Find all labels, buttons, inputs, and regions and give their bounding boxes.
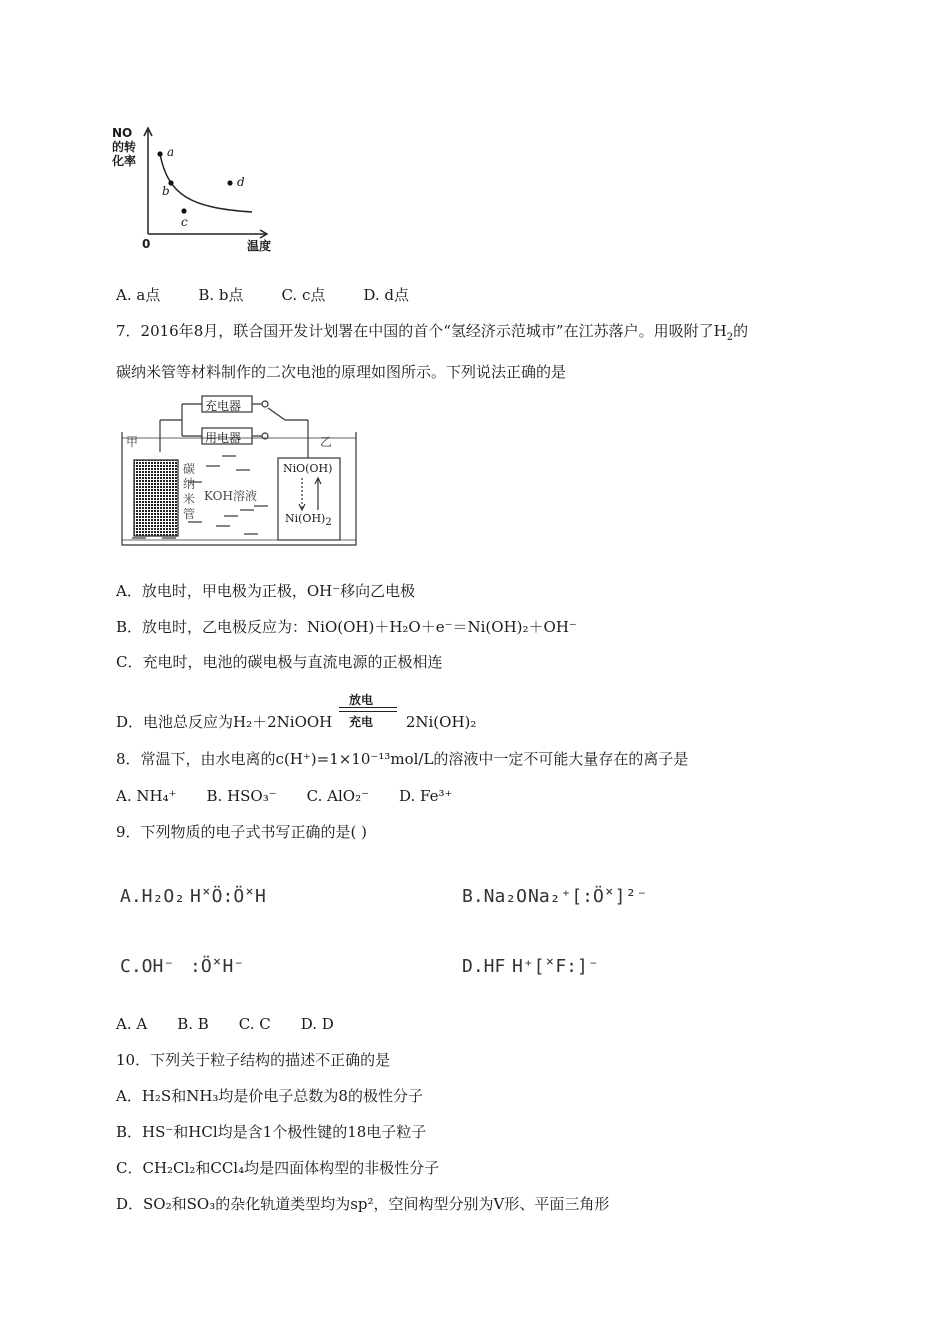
device-label: 用电器 (205, 431, 242, 445)
q8-options: A. NH₄⁺ B. HSO₃⁻ C. AlO₂⁻ D. Fe³⁺ (116, 787, 453, 805)
q7-stem-line2: 碳纳米管等材料制作的二次电池的原理如图所示。下列说法正确的是 (116, 363, 567, 381)
bottom-species-label: $Ni(OH)_2$ (285, 512, 332, 529)
graph-origin: 0 (142, 237, 151, 251)
q9-b-formula: Na₂⁺[:Ö˟]²⁻ (528, 886, 648, 907)
q7-stem-line1: 7．2016年8月，联合国开发计划署在中国的首个“氢经济示范城市”在江苏落户。用吸附了$H_2$的 (116, 322, 749, 343)
q9-stem: 9．下列物质的电子式书写正确的是( ) (116, 823, 368, 841)
point-c (181, 208, 186, 213)
graph-ylabel: NO 的转 化率 (112, 126, 137, 168)
point-a (157, 151, 162, 156)
q7-option-d: D．电池总反应为H₂＋2NiOOH 放电 充电 2Ni(OH)₂ (116, 693, 477, 731)
q10-option-d: D．SO₂和SO₃的杂化轨道类型均为sp²，空间构型分别为V形、平面三角形 (116, 1195, 610, 1213)
q10-option-c: C．CH₂Cl₂和CCl₄均是四面体构型的非极性分子 (116, 1159, 440, 1177)
label-b: b (162, 184, 170, 198)
jia-label: 甲 (126, 435, 139, 449)
q9-b-label: B.Na₂O (462, 886, 528, 907)
yi-label: 乙 (320, 435, 333, 449)
point-d (227, 180, 232, 185)
q9-c-formula: :Ö˟H⁻ (190, 956, 245, 977)
q10-option-a: A．H₂S和NH₃均是价电子总数为8的极性分子 (116, 1087, 423, 1105)
top-species-label: NiO(OH) (283, 462, 333, 475)
q9-d-label: D.HF (462, 956, 506, 977)
q9-a-formula: H˟Ö:Ö˟H (190, 886, 266, 907)
carbon-label: 碳 纳 米 管 (183, 462, 196, 521)
q8-stem: 8．常温下，由水电离的c(H⁺)=1×10⁻¹³mol/L的溶液中一定不可能大量存在的离子是 (116, 750, 689, 768)
graph-xlabel: 温度 (247, 239, 272, 253)
q9-c-label: C.OH⁻ (120, 956, 175, 977)
solution-label: KOH溶液 (204, 489, 257, 503)
label-a: a (167, 145, 175, 159)
q9-d-formula: H⁺[˟F:]⁻ (512, 956, 599, 977)
label-c: c (181, 215, 188, 229)
q7-option-b: B．放电时，乙电极反应为：NiO(OH)＋H₂O＋e⁻＝Ni(OH)₂＋OH⁻ (116, 618, 577, 636)
q10-stem: 10．下列关于粒子结构的描述不正确的是 (116, 1051, 391, 1069)
q9-options: A. A B. B C. C D. D (116, 1015, 334, 1033)
q7-option-a: A．放电时，甲电极为正极，OH⁻移向乙电极 (116, 582, 416, 600)
label-d: d (237, 175, 245, 189)
charger-label: 充电器 (205, 399, 242, 413)
q7-option-c: C．充电时，电池的碳电极与直流电源的正极相连 (116, 653, 443, 671)
q10-option-b: B．HS⁻和HCl均是含1个极性键的18电子粒子 (116, 1123, 427, 1141)
q6-options: A. a点 B. b点 C. c点 D. d点 (116, 286, 410, 304)
q9-a-label: A.H₂O₂ (120, 886, 186, 907)
